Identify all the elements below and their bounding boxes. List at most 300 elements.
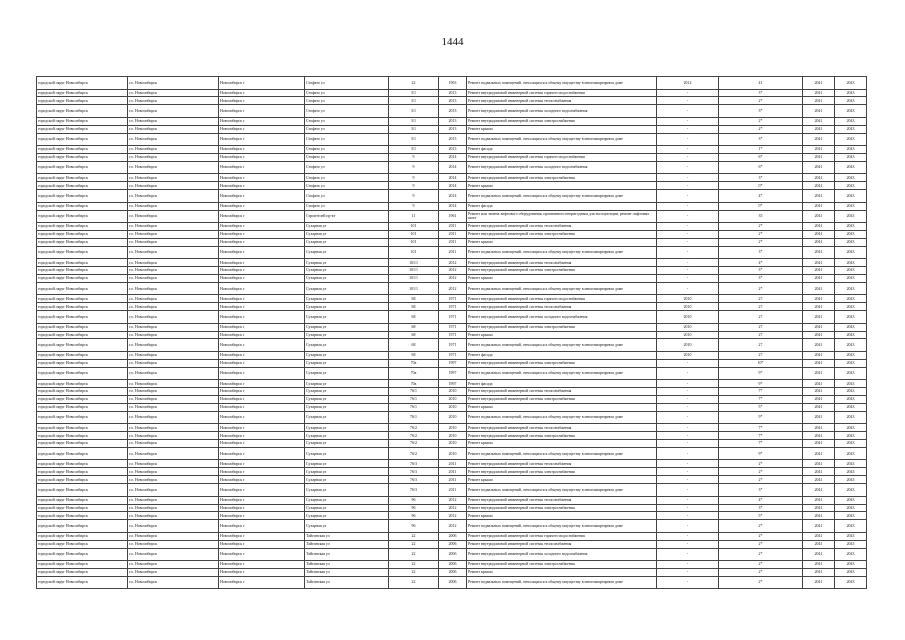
plan-end-cell: 2043 [835,117,867,125]
build-year-cell: 2010 [439,388,467,396]
wear-cell: 3* [719,246,803,259]
plan-start-cell: 2041 [803,182,835,190]
last-repair-year-cell: - [657,568,719,576]
house-number-cell: 101 [389,246,439,259]
district-cell: г.о. Новосибирск [128,532,219,540]
table-row [37,161,867,174]
wear-cell: 2* [719,230,803,238]
build-year-cell: 2010 [439,447,467,460]
city-cell: Новосибирск г [219,323,305,331]
table-row [37,520,867,533]
municipality-cell: городской округ Новосибирск [37,576,128,589]
municipality-cell: городской округ Новосибирск [37,182,128,190]
plan-start-cell: 2041 [803,468,835,476]
house-number-cell: 76/1 [389,388,439,396]
street-cell: Сухарная ул [305,311,389,324]
last-repair-year-cell: - [657,576,719,589]
wear-cell: 2* [719,117,803,125]
table-row [37,259,867,267]
plan-end-cell: 2043 [835,274,867,282]
build-year-cell: 1971 [439,323,467,331]
last-repair-year-cell: - [657,282,719,295]
last-repair-year-cell: - [657,380,719,388]
street-cell: Стофато ул [305,97,389,105]
plan-start-cell: 2041 [803,174,835,182]
table-row [37,496,867,504]
city-cell: Новосибирск г [219,432,305,440]
plan-end-cell: 2043 [835,282,867,295]
table-row [37,339,867,352]
municipality-cell: городской округ Новосибирск [37,496,128,504]
wear-cell: 7* [719,395,803,403]
plan-end-cell: 2043 [835,367,867,380]
build-year-cell: 2013 [439,125,467,133]
wear-cell: 5* [719,512,803,520]
district-cell: г.о. Новосибирск [128,351,219,359]
table-row [37,388,867,396]
wear-cell: 7* [719,424,803,432]
district-cell: г.о. Новосибирск [128,496,219,504]
plan-end-cell: 2043 [835,339,867,352]
house-number-cell: 96 [389,496,439,504]
last-repair-year-cell: - [657,548,719,561]
city-cell: Новосибирск г [219,146,305,154]
work-type-cell: Ремонт подвальных помещений, относящихся к общему имуществу в многоквартирном доме [467,576,657,589]
city-cell: Новосибирск г [219,424,305,432]
work-type-cell: Ремонт внутридомовой инженерной системы теплоснабжения [467,540,657,548]
district-cell: г.о. Новосибирск [128,89,219,97]
district-cell: г.о. Новосибирск [128,202,219,210]
house-number-cell: 70а [389,359,439,367]
city-cell: Новосибирск г [219,403,305,411]
wear-cell: 3* [719,274,803,282]
plan-start-cell: 2041 [803,323,835,331]
wear-cell: 41 [719,77,803,90]
plan-start-cell: 2041 [803,246,835,259]
plan-end-cell: 2043 [835,230,867,238]
plan-start-cell: 2041 [803,238,835,246]
district-cell: г.о. Новосибирск [128,161,219,174]
table-row [37,295,867,303]
city-cell: Новосибирск г [219,133,305,146]
plan-start-cell: 2041 [803,568,835,576]
municipality-cell: городской округ Новосибирск [37,153,128,161]
plan-start-cell: 2041 [803,447,835,460]
municipality-cell: городской округ Новосибирск [37,411,128,424]
house-number-cell: 22 [389,540,439,548]
district-cell: г.о. Новосибирск [128,339,219,352]
municipality-cell: городской округ Новосибирск [37,303,128,311]
street-cell: Стофато ул [305,117,389,125]
plan-start-cell: 2041 [803,223,835,231]
table-row [37,125,867,133]
district-cell: г.о. Новосибирск [128,447,219,460]
work-type-cell: Ремонт фасада [467,351,657,359]
plan-end-cell: 2043 [835,548,867,561]
district-cell: г.о. Новосибирск [128,133,219,146]
plan-end-cell: 2043 [835,460,867,468]
city-cell: Новосибирск г [219,246,305,259]
district-cell: г.о. Новосибирск [128,153,219,161]
municipality-cell: городской округ Новосибирск [37,230,128,238]
wear-cell: 3* [719,504,803,512]
municipality-cell: городской округ Новосибирск [37,125,128,133]
work-type-cell: Ремонт внутридомовой инженерной системы горячего водоснабжения [467,89,657,97]
table-row [37,210,867,223]
municipality-cell: городской округ Новосибирск [37,246,128,259]
work-type-cell: Ремонт подвальных помещений, относящихся к общему имуществу в многоквартирном доме [467,367,657,380]
last-repair-year-cell: - [657,274,719,282]
work-type-cell: Ремонт крыши [467,512,657,520]
city-cell: Новосибирск г [219,484,305,497]
plan-start-cell: 2041 [803,512,835,520]
street-cell: Сухарная ул [305,223,389,231]
plan-end-cell: 2043 [835,267,867,275]
wear-cell: 2* [719,97,803,105]
plan-end-cell: 2043 [835,568,867,576]
wear-cell: 35 [719,210,803,223]
work-type-cell: Ремонт подвальных помещений, относящихся к общему имуществу в многоквартирном доме [467,447,657,460]
municipality-cell: городской округ Новосибирск [37,77,128,90]
plan-end-cell: 2043 [835,105,867,118]
city-cell: Новосибирск г [219,161,305,174]
table-row [37,484,867,497]
wear-cell: 0* [719,202,803,210]
municipality-cell: городской округ Новосибирск [37,504,128,512]
city-cell: Новосибирск г [219,190,305,203]
city-cell: Новосибирск г [219,367,305,380]
street-cell: Строителей пр-кт [305,210,389,223]
plan-end-cell: 2043 [835,476,867,484]
house-number-cell: 76/2 [389,447,439,460]
street-cell: Тайгинская ул [305,540,389,548]
work-type-cell: Ремонт внутридомовой инженерной системы электроснабжения [467,230,657,238]
plan-end-cell: 2043 [835,484,867,497]
street-cell: Стофато ул [305,153,389,161]
house-number-cell: 22 [389,561,439,569]
wear-cell: 1* [719,146,803,154]
district-cell: г.о. Новосибирск [128,77,219,90]
house-number-cell: 70а [389,367,439,380]
build-year-cell: 2006 [439,561,467,569]
district-cell: г.о. Новосибирск [128,267,219,275]
municipality-cell: городской округ Новосибирск [37,540,128,548]
last-repair-year-cell: - [657,403,719,411]
last-repair-year-cell: - [657,440,719,448]
city-cell: Новосибирск г [219,568,305,576]
district-cell: г.о. Новосибирск [128,246,219,259]
municipality-cell: городской округ Новосибирск [37,267,128,275]
table-row [37,202,867,210]
build-year-cell: 1971 [439,303,467,311]
table-row [37,367,867,380]
build-year-cell: 2006 [439,568,467,576]
street-cell: Сухарная ул [305,331,389,339]
district-cell: г.о. Новосибирск [128,210,219,223]
plan-start-cell: 2041 [803,504,835,512]
plan-end-cell: 2043 [835,311,867,324]
table-row [37,447,867,460]
build-year-cell: 2006 [439,576,467,589]
street-cell: Сухарная ул [305,432,389,440]
district-cell: г.о. Новосибирск [128,117,219,125]
street-cell: Сухарная ул [305,468,389,476]
district-cell: г.о. Новосибирск [128,274,219,282]
plan-start-cell: 2041 [803,105,835,118]
last-repair-year-cell: - [657,117,719,125]
plan-end-cell: 2043 [835,359,867,367]
table-row [37,182,867,190]
work-type-cell: Ремонт внутридомовой инженерной системы холодного водоснабжения [467,311,657,324]
city-cell: Новосибирск г [219,174,305,182]
wear-cell: 27 [719,351,803,359]
plan-end-cell: 2043 [835,153,867,161]
plan-end-cell: 2043 [835,432,867,440]
plan-end-cell: 2043 [835,210,867,223]
city-cell: Новосибирск г [219,125,305,133]
last-repair-year-cell: 2010 [657,311,719,324]
build-year-cell: 1961 [439,210,467,223]
street-cell: Стофато ул [305,190,389,203]
table-row [37,359,867,367]
work-type-cell: Ремонт крыши [467,476,657,484]
table-row [37,117,867,125]
work-type-cell: Ремонт внутридомовой инженерной системы электроснабжения [467,323,657,331]
build-year-cell: 2011 [439,484,467,497]
wear-cell: 9* [719,411,803,424]
table-row [37,89,867,97]
city-cell: Новосибирск г [219,295,305,303]
wear-cell: 2* [719,460,803,468]
street-cell: Сухарная ул [305,230,389,238]
city-cell: Новосибирск г [219,274,305,282]
work-type-cell: Ремонт крыши [467,440,657,448]
build-year-cell: 2010 [439,411,467,424]
plan-start-cell: 2041 [803,403,835,411]
municipality-cell: городской округ Новосибирск [37,339,128,352]
city-cell: Новосибирск г [219,496,305,504]
street-cell: Сухарная ул [305,367,389,380]
work-type-cell: Ремонт внутридомовой инженерной системы холодного водоснабжения [467,105,657,118]
work-type-cell: Ремонт внутридомовой инженерной системы электроснабжения [467,395,657,403]
street-cell: Стофато ул [305,202,389,210]
house-number-cell: 68 [389,323,439,331]
wear-cell: 27 [719,295,803,303]
plan-start-cell: 2041 [803,146,835,154]
street-cell: Сухарная ул [305,339,389,352]
plan-start-cell: 2041 [803,496,835,504]
city-cell: Новосибирск г [219,210,305,223]
city-cell: Новосибирск г [219,182,305,190]
table-row [37,105,867,118]
house-number-cell: 70а [389,380,439,388]
district-cell: г.о. Новосибирск [128,548,219,561]
last-repair-year-cell: - [657,223,719,231]
city-cell: Новосибирск г [219,267,305,275]
plan-end-cell: 2043 [835,125,867,133]
plan-start-cell: 2041 [803,339,835,352]
build-year-cell: 1997 [439,380,467,388]
city-cell: Новосибирск г [219,440,305,448]
street-cell: Сухарная ул [305,259,389,267]
city-cell: Новосибирск г [219,548,305,561]
table-row [37,395,867,403]
municipality-cell: городской округ Новосибирск [37,484,128,497]
plan-start-cell: 2041 [803,484,835,497]
table-row [37,97,867,105]
wear-cell: 4* [719,259,803,267]
plan-start-cell: 2041 [803,440,835,448]
work-type-cell: Ремонт внутридомовой инженерной системы электроснабжения [467,267,657,275]
wear-cell: 7* [719,432,803,440]
build-year-cell: 2010 [439,424,467,432]
house-number-cell: 9 [389,161,439,174]
municipality-cell: городской округ Новосибирск [37,561,128,569]
work-type-cell: Ремонт внутридомовой инженерной системы электроснабжения [467,561,657,569]
build-year-cell: 2012 [439,512,467,520]
street-cell: Стофато ул [305,146,389,154]
wear-cell: 27 [719,303,803,311]
work-type-cell: Ремонт внутридомовой инженерной системы теплоснабжения [467,97,657,105]
street-cell: Сухарная ул [305,403,389,411]
plan-start-cell: 2041 [803,367,835,380]
work-type-cell: Ремонт внутридомовой инженерной системы электроснабжения [467,117,657,125]
last-repair-year-cell: - [657,504,719,512]
plan-start-cell: 2041 [803,89,835,97]
wear-cell: 7* [719,388,803,396]
last-repair-year-cell: - [657,388,719,396]
municipality-cell: городской округ Новосибирск [37,351,128,359]
work-type-cell: Ремонт внутридомовой инженерной системы теплоснабжения [467,424,657,432]
wear-cell: 3* [719,174,803,182]
street-cell: Сухарная ул [305,424,389,432]
municipality-cell: городской округ Новосибирск [37,259,128,267]
municipality-cell: городской округ Новосибирск [37,146,128,154]
table-row [37,238,867,246]
table-row [37,323,867,331]
plan-end-cell: 2043 [835,77,867,90]
table-row [37,532,867,540]
street-cell: Сухарная ул [305,504,389,512]
plan-start-cell: 2041 [803,460,835,468]
plan-start-cell: 2041 [803,259,835,267]
district-cell: г.о. Новосибирск [128,323,219,331]
district-cell: г.о. Новосибирск [128,282,219,295]
table-row [37,576,867,589]
last-repair-year-cell: - [657,512,719,520]
street-cell: Тайгинская ул [305,568,389,576]
street-cell: Сухарная ул [305,274,389,282]
build-year-cell: 2012 [439,267,467,275]
plan-end-cell: 2043 [835,295,867,303]
plan-start-cell: 2041 [803,210,835,223]
district-cell: г.о. Новосибирск [128,476,219,484]
plan-end-cell: 2043 [835,512,867,520]
city-cell: Новосибирск г [219,303,305,311]
district-cell: г.о. Новосибирск [128,440,219,448]
wear-cell: 27 [719,323,803,331]
work-type-cell: Ремонт внутридомовой инженерной системы горячего водоснабжения [467,153,657,161]
last-repair-year-cell: - [657,246,719,259]
build-year-cell: 2012 [439,520,467,533]
city-cell: Новосибирск г [219,89,305,97]
plan-end-cell: 2043 [835,424,867,432]
plan-start-cell: 2041 [803,153,835,161]
district-cell: г.о. Новосибирск [128,105,219,118]
wear-cell: 9* [719,447,803,460]
municipality-cell: городской округ Новосибирск [37,440,128,448]
district-cell: г.о. Новосибирск [128,125,219,133]
municipality-cell: городской округ Новосибирск [37,105,128,118]
last-repair-year-cell: - [657,424,719,432]
work-type-cell: Ремонт подвальных помещений, относящихся к общему имуществу в многоквартирном доме [467,246,657,259]
build-year-cell: 2010 [439,403,467,411]
last-repair-year-cell: - [657,161,719,174]
wear-cell: 2* [719,532,803,540]
table-row [37,223,867,231]
plan-end-cell: 2043 [835,411,867,424]
build-year-cell: 2013 [439,117,467,125]
municipality-cell: городской округ Новосибирск [37,210,128,223]
city-cell: Новосибирск г [219,460,305,468]
city-cell: Новосибирск г [219,512,305,520]
house-number-cell: 76/2 [389,424,439,432]
district-cell: г.о. Новосибирск [128,331,219,339]
wear-cell: 3* [719,267,803,275]
street-cell: Сухарная ул [305,238,389,246]
street-cell: Тайгинская ул [305,532,389,540]
street-cell: Сухарная ул [305,246,389,259]
house-number-cell: 9 [389,182,439,190]
municipality-cell: городской округ Новосибирск [37,282,128,295]
plan-end-cell: 2043 [835,388,867,396]
work-type-cell: Ремонт внутридомовой инженерной системы электроснабжения [467,504,657,512]
municipality-cell: городской округ Новосибирск [37,161,128,174]
district-cell: г.о. Новосибирск [128,311,219,324]
house-number-cell: 22 [389,548,439,561]
municipality-cell: городской округ Новосибирск [37,568,128,576]
street-cell: Сухарная ул [305,496,389,504]
district-cell: г.о. Новосибирск [128,512,219,520]
plan-end-cell: 2043 [835,182,867,190]
work-type-cell: Ремонт подвальных помещений, относящихся к общему имуществу в многоквартирном доме [467,282,657,295]
district-cell: г.о. Новосибирск [128,540,219,548]
last-repair-year-cell: - [657,125,719,133]
house-number-cell: 11 [389,210,439,223]
street-cell: Сухарная ул [305,460,389,468]
plan-end-cell: 2043 [835,468,867,476]
plan-start-cell: 2041 [803,267,835,275]
plan-start-cell: 2041 [803,282,835,295]
last-repair-year-cell: 2010 [657,323,719,331]
house-number-cell: 96 [389,512,439,520]
last-repair-year-cell: - [657,174,719,182]
house-number-cell: 101/1 [389,274,439,282]
table-row [37,512,867,520]
street-cell: Сухарная ул [305,476,389,484]
house-number-cell: 68 [389,295,439,303]
build-year-cell: 2010 [439,432,467,440]
street-cell: Сухарная ул [305,512,389,520]
last-repair-year-cell: - [657,432,719,440]
last-repair-year-cell: 2010 [657,351,719,359]
last-repair-year-cell: - [657,520,719,533]
municipality-cell: городской округ Новосибирск [37,190,128,203]
table-row [37,380,867,388]
street-cell: Тайгинская ул [305,576,389,589]
wear-cell: 2* [719,548,803,561]
wear-cell: 27 [719,339,803,352]
